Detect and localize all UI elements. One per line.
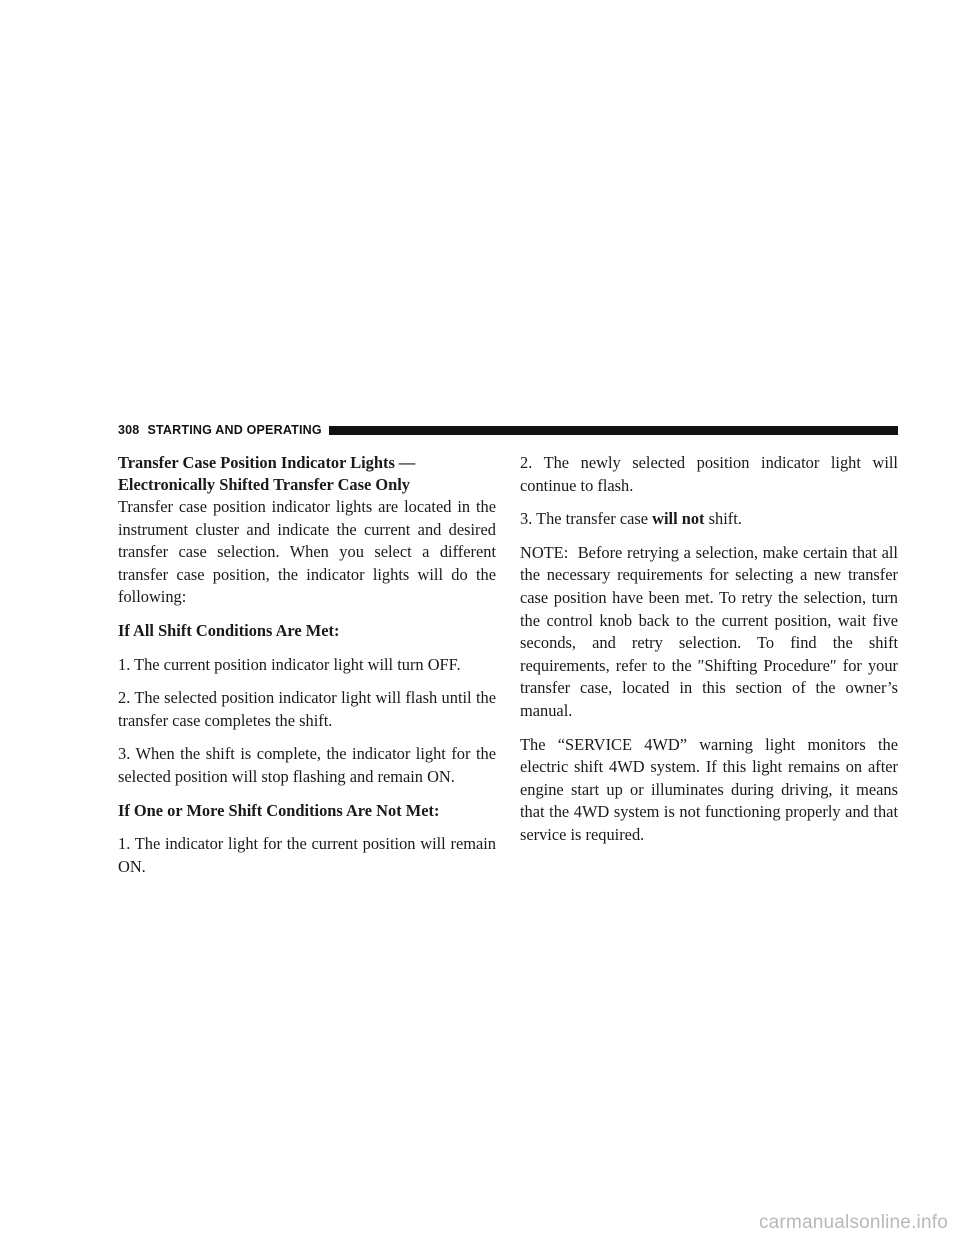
met-step-3: 3. When the shift is complete, the indicator light for the selected position will stop flashing and remain ON. (118, 744, 496, 786)
section-title: STARTING AND OPERATING (147, 423, 322, 437)
step-3-suffix: shift. (708, 509, 742, 529)
not-met-step-1: 1. The indicator light for the current position will remain ON. (118, 834, 496, 876)
met-step-1: 1. The current position indicator light will turn OFF. (118, 654, 461, 674)
page-header (118, 423, 898, 437)
conditions-not-met-heading: If One or More Shift Conditions Are Not Met: (118, 800, 440, 820)
section-heading-line1: Transfer Case Position Indicator Lights — (118, 453, 416, 472)
intro-paragraph: Transfer case position indicator lights are located in the instrument cluster and indicate the current and desired transfer case selection. When you select a different transfer case position, the indicator lights will do the following: (118, 497, 496, 607)
step-3-prefix: 3. The transfer case (520, 509, 649, 529)
met-step-2: 2. The selected position indicator light will flash until the transfer case completes the shift. (118, 688, 496, 730)
not-met-step-3 (520, 508, 898, 531)
conditions-met-heading: If All Shift Conditions Are Met: (118, 620, 340, 640)
note-label: NOTE: (520, 542, 569, 562)
page-number: 308 (118, 423, 140, 437)
note-paragraph (520, 542, 898, 723)
left-column (118, 452, 496, 889)
header-rule (329, 426, 898, 435)
right-column (520, 452, 898, 858)
service-4wd-paragraph: The “SERVICE 4WD” warning light monitors the electric shift 4WD system. If this light remains on after engine start up or illuminates during driving, it means that the 4WD system is not functioning properly and that service is required. (520, 734, 898, 844)
note-text: Before retrying a selection, make certain that all the necessary requirements for selecting a new transfer case position have been met. To retry the selection, turn the control knob back to the current position, wait five seconds, and retry selection. To find the shift requirements, refer to the ″Shifting Procedure″ for your transfer case, located in this section of the owner’s manual. (520, 542, 898, 720)
watermark: carmanualsonline.info (758, 1212, 948, 1233)
step-3-emphasis: will not (652, 509, 705, 529)
section-heading-line2: Electronically Shifted Transfer Case Only (118, 475, 410, 494)
not-met-step-2: 2. The newly selected position indicator light will continue to flash. (520, 453, 898, 495)
